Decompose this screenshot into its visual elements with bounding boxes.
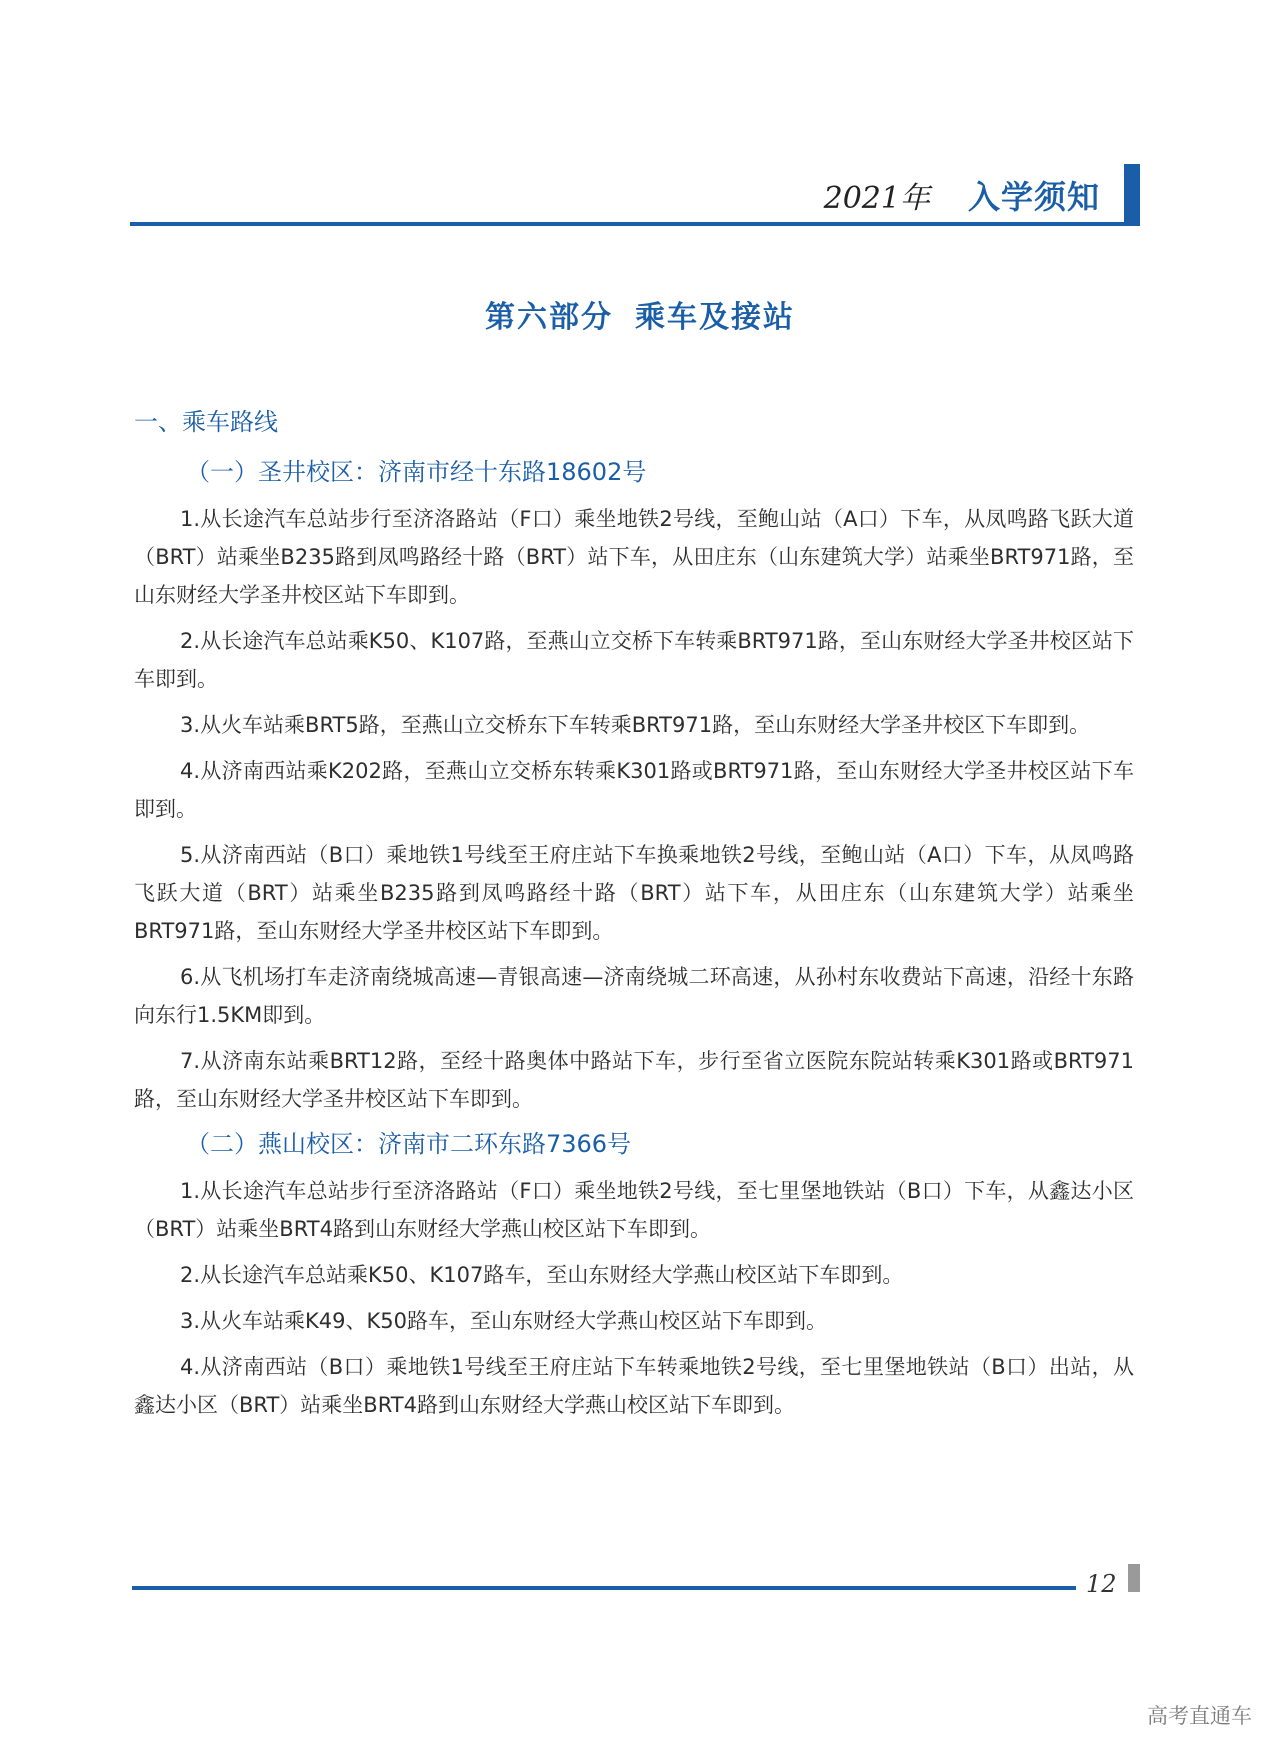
campus-heading: （一）圣井校区：济南市经十东路18602号 <box>186 458 647 486</box>
campus-heading: （二）燕山校区：济南市二环东路7366号 <box>186 1130 632 1158</box>
route-item: 4.从济南西站（B口）乘地铁1号线至王府庄站下车转乘地铁2号线，至七里堡地铁站（B口）出站，从鑫达小区（BRT）站乘坐BRT4路到山东财经大学燕山校区站下车即到。 <box>134 1355 1134 1417</box>
header-accent-bar <box>1124 164 1140 224</box>
header-title: 入学须知 <box>967 178 1100 216</box>
header-rule <box>130 222 1140 226</box>
watermark-text: 高考直通车 <box>1147 1704 1252 1728</box>
footer-rule <box>132 1586 1076 1590</box>
page-header <box>130 162 1140 226</box>
route-item: 4.从济南西站乘K202路，至燕山立交桥东转乘K301路或BRT971路，至山东财经大学圣井校区站下车即到。 <box>134 759 1134 821</box>
header-year: 2021年 <box>823 181 930 216</box>
part-title <box>0 292 1280 336</box>
footer-accent-bar <box>1128 1564 1140 1592</box>
section-heading: 一、乘车路线 <box>134 408 278 436</box>
part-number: 第六部分 <box>485 300 613 335</box>
part-name: 乘车及接站 <box>635 300 795 335</box>
route-item: 2.从长途汽车总站乘K50、K107路，至燕山立交桥下车转乘BRT971路，至山东财经大学圣井校区站下车即到。 <box>134 629 1134 691</box>
route-item: 3.从火车站乘K49、K50路车，至山东财经大学燕山校区站下车即到。 <box>180 1309 828 1333</box>
route-item: 1.从长途汽车总站步行至济洛路站（F口）乘坐地铁2号线，至七里堡地铁站（B口）下车，从鑫达小区（BRT）站乘坐BRT4路到山东财经大学燕山校区站下车即到。 <box>134 1179 1134 1241</box>
campus-block-yanshan <box>134 1126 1134 1424</box>
route-item: 1.从长途汽车总站步行至济洛路站（F口）乘坐地铁2号线，至鲍山站（A口）下车，从凤鸣路飞跃大道（BRT）站乘坐B235路到凤鸣路经十路（BRT）站下车，从田庄东（山东建筑大学）站乘坐BRT971路，至山东财经大学圣井校区站下车即到。 <box>134 507 1134 607</box>
route-item: 7.从济南东站乘BRT12路，至经十路奥体中路站下车，步行至省立医院东院站转乘K301路或BRT971路，至山东财经大学圣井校区站下车即到。 <box>134 1049 1134 1111</box>
route-item: 5.从济南西站（B口）乘地铁1号线至王府庄站下车换乘地铁2号线，至鲍山站（A口）下车，从凤鸣路飞跃大道（BRT）站乘坐B235路到凤鸣路经十路（BRT）站下车，从田庄东（山东建筑大学）站乘坐BRT971路，至山东财经大学圣井校区站下车即到。 <box>134 843 1134 943</box>
route-item: 6.从飞机场打车走济南绕城高速—青银高速—济南绕城二环高速，从孙村东收费站下高速，沿经十东路向东行1.5KM即到。 <box>134 965 1134 1027</box>
route-item: 2.从长途汽车总站乘K50、K107路车，至山东财经大学燕山校区站下车即到。 <box>180 1263 904 1287</box>
main-content <box>134 404 1134 1432</box>
page-number: 12 <box>1086 1570 1117 1598</box>
campus-block-shengjing <box>134 454 1134 1118</box>
header-text <box>824 172 1100 218</box>
route-item: 3.从火车站乘BRT5路，至燕山立交桥东下车转乘BRT971路，至山东财经大学圣井校区下车即到。 <box>180 713 1091 737</box>
